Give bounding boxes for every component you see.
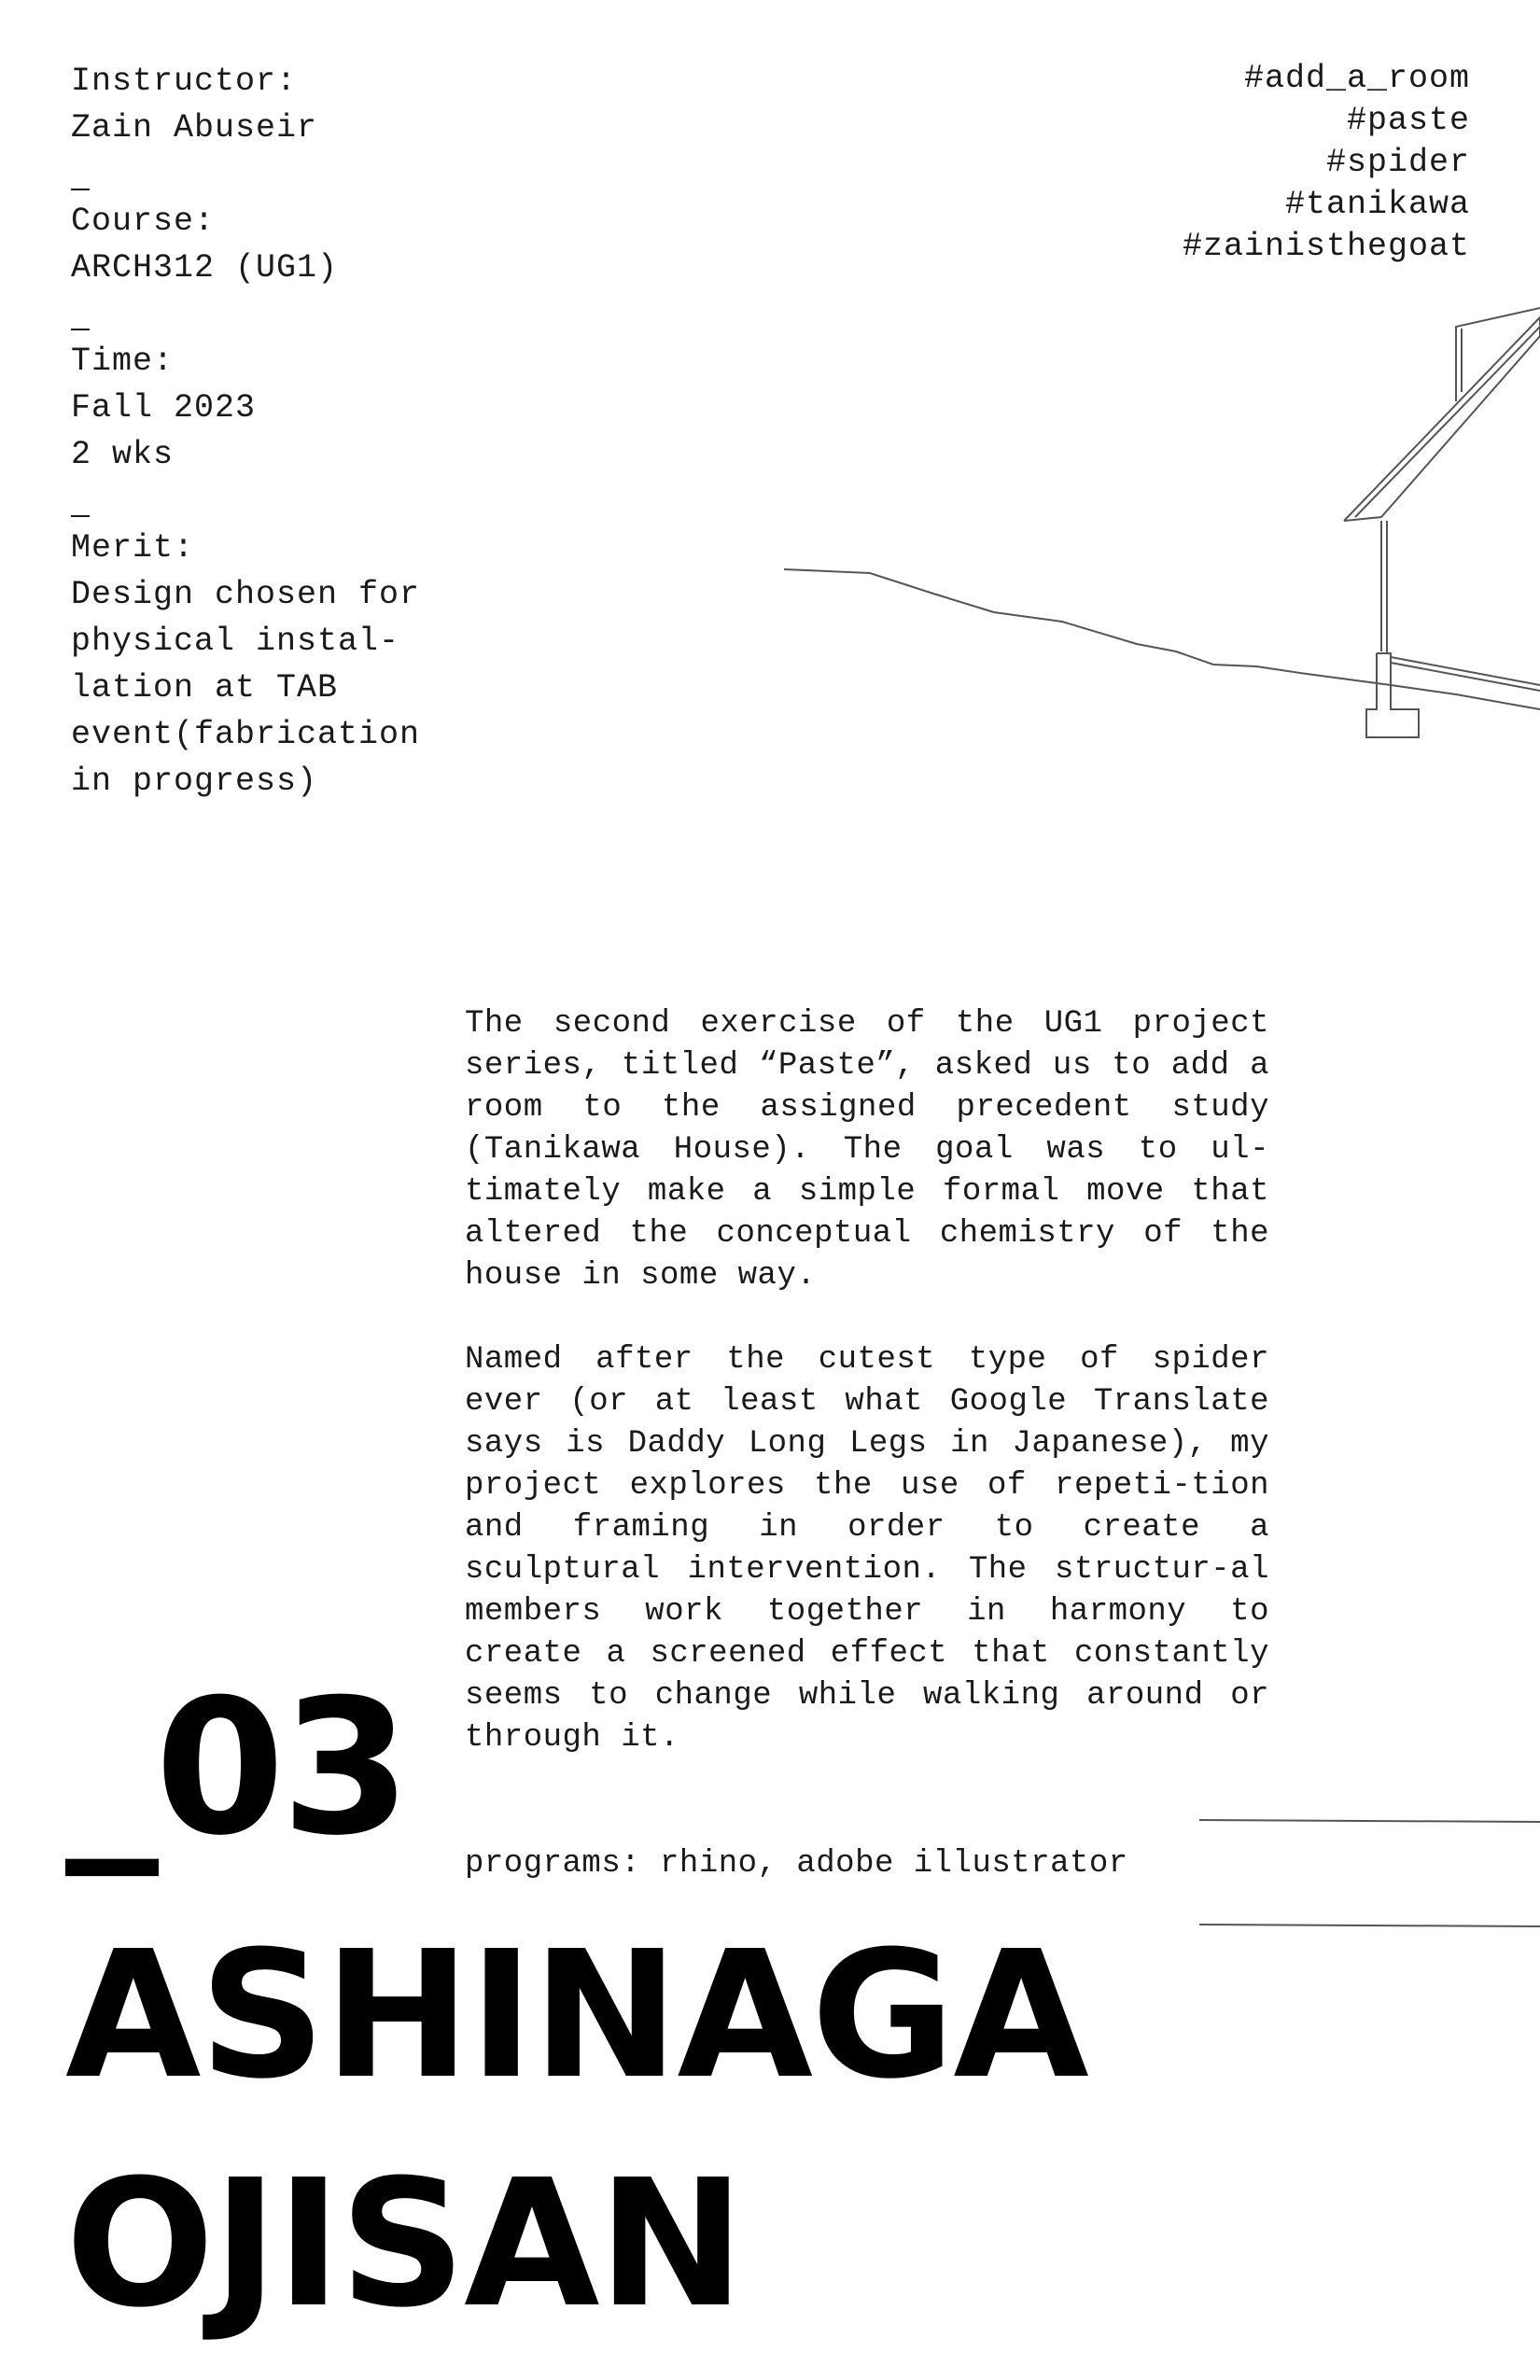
- merit-line: in progress): [71, 763, 318, 800]
- separator: [71, 291, 463, 338]
- merit-line: lation at TAB: [71, 669, 339, 707]
- hashtag-list: [1183, 58, 1470, 268]
- separator: [71, 151, 463, 198]
- hashtag: #zainisthegoat: [1182, 228, 1470, 265]
- instructor-label: Instructor:: [71, 63, 298, 100]
- time-season: Fall 2023: [71, 389, 257, 427]
- description-paragraph: The second exercise of the UG1 project series, titled “Paste”, asked us to add a room to the assigned precedent study (Tanikawa House). The goal was to ul-timately make a simple formal move that altered the conceptual chemistry of the house in some way.: [465, 1006, 1269, 1294]
- separator: [71, 478, 463, 525]
- wall-top: [1456, 308, 1540, 401]
- merit-line: physical instal-: [71, 623, 400, 660]
- hashtag: #spider: [1325, 144, 1470, 181]
- terrain-line: [784, 569, 1540, 709]
- roof-outline: [1344, 317, 1540, 521]
- project-title-line-2: OJISAN: [65, 2142, 743, 2346]
- description-paragraph: Named after the cutest type of spider ever (or at least what Google Translate says is Daddy Long Legs in Japanese), my project explores the use of repeti-tion and framing in order to create a sculptural intervention. The structur-al members work together in harmony to create a screened effect that constantly seems to change while walking around or through it.: [465, 1342, 1269, 1756]
- project-meta: [71, 58, 463, 805]
- hashtag: #add_a_room: [1243, 60, 1470, 97]
- course-value: ARCH312 (UG1): [71, 249, 339, 287]
- time-duration: 2 wks: [71, 436, 175, 473]
- hashtag: #tanikawa: [1284, 186, 1470, 223]
- project-description: [465, 1003, 1269, 1801]
- hashtag: #paste: [1346, 102, 1470, 139]
- roof-inner: [1355, 327, 1540, 517]
- time-label: Time:: [71, 343, 175, 380]
- decorative-rules: [1199, 1801, 1540, 1932]
- project-title-line-1: ASHINAGA: [65, 1913, 1087, 2118]
- merit-label: Merit:: [71, 529, 195, 567]
- programs-used: programs: rhino, adobe illustrator: [465, 1846, 1128, 1882]
- project-number: _03: [65, 1659, 408, 1877]
- merit-line: event(fabrication: [71, 716, 421, 753]
- course-label: Course:: [71, 203, 216, 240]
- house-section-drawing: [784, 299, 1540, 784]
- instructor-name: Zain Abuseir: [71, 109, 318, 147]
- merit-line: Design chosen for: [71, 576, 421, 613]
